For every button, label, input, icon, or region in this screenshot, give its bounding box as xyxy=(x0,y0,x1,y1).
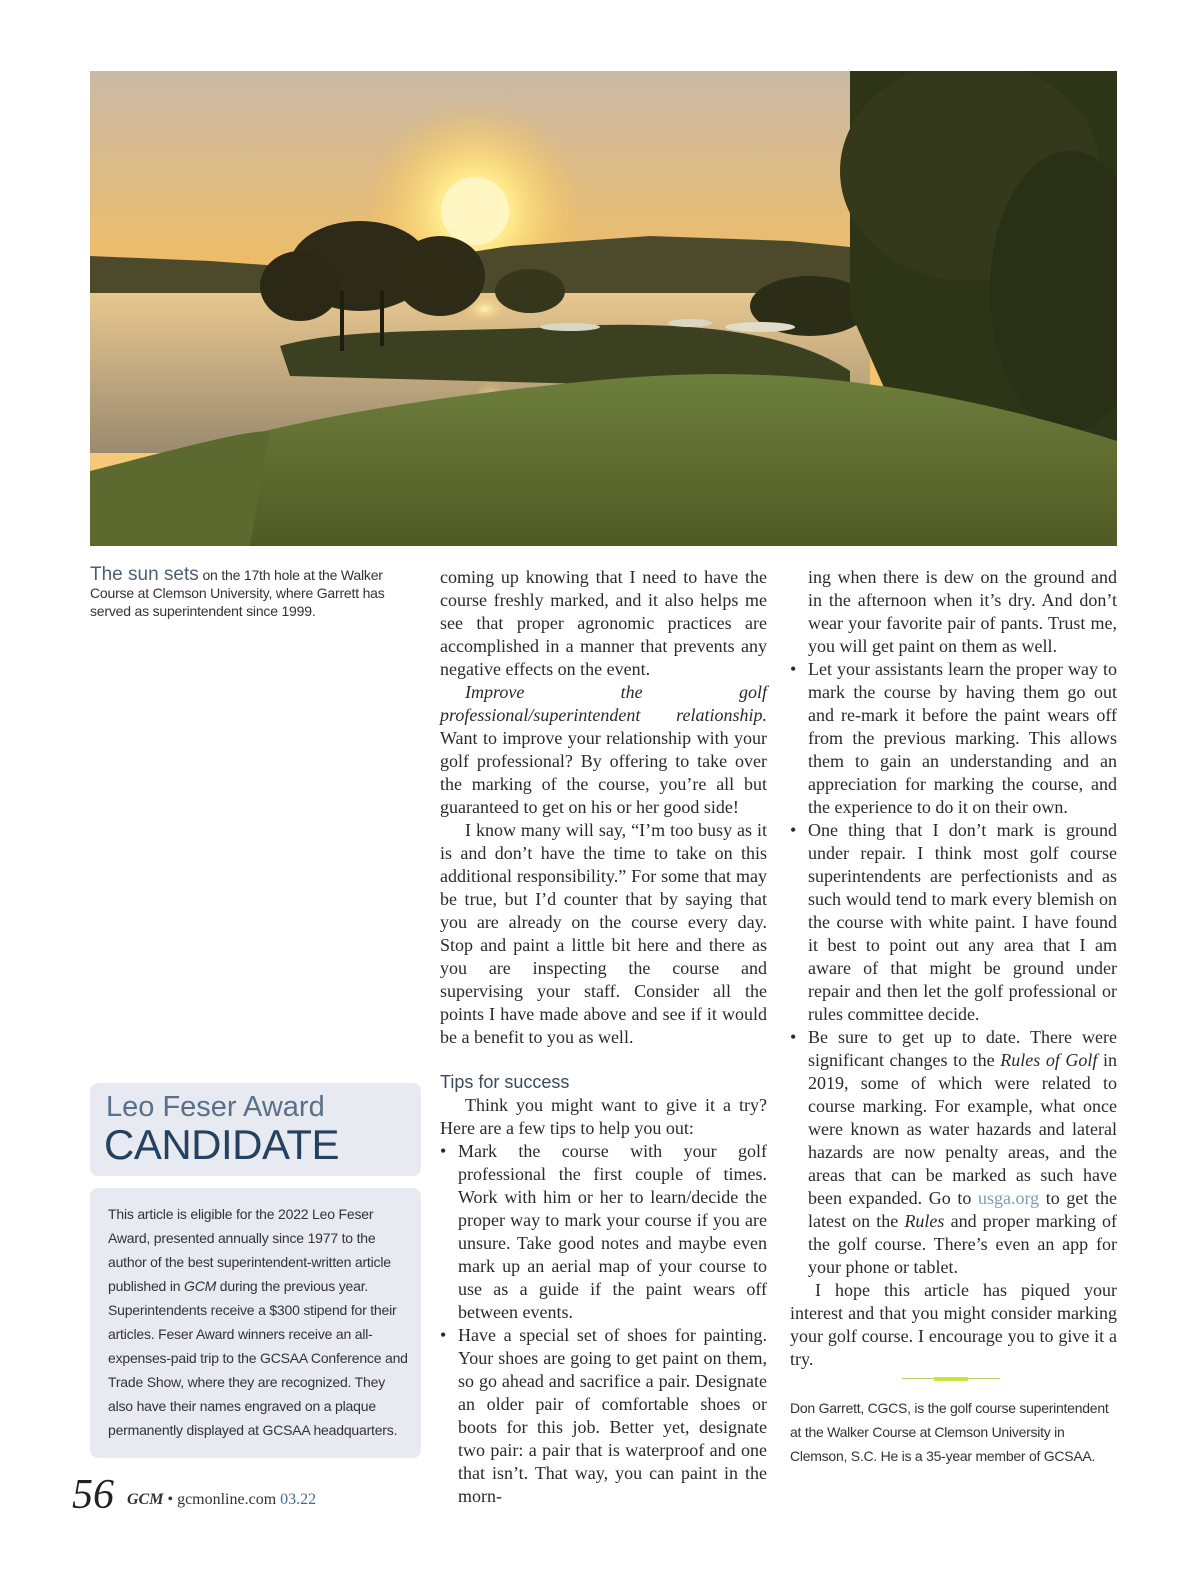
list-item xyxy=(790,1026,1117,1279)
paragraph: coming up knowing that I need to have the course freshly marked, and it also helps me see that proper agronomic practices are accomplished in a manner that prevents any negative effects on the event. xyxy=(440,567,767,679)
list-item-text: Be sure to get up to date. There were significant changes to the xyxy=(808,1027,1117,1070)
page-number: 56 xyxy=(72,1472,114,1518)
article-column-2 xyxy=(440,566,767,1508)
rules-of-golf-title: Rules of Golf xyxy=(1000,1050,1098,1070)
list-item-text: in 2019, some of which were related to course marking. For example, what once were known as water hazards and lateral hazards are now penalty areas, and the areas that can be marked as such have been expanded. Go to xyxy=(808,1050,1117,1208)
hero-photo xyxy=(90,71,1117,546)
divider-accent xyxy=(934,1377,968,1381)
list-item-text: Have a special set of shoes for painting. Your shoes are going to get paint on them, so go ahead and sacrifice a pair. Designate an older pair of comfortable shoes or boots for this job. Better yet, designate two pair: a pair that is waterproof and one that isn’t. That way, you can paint in the morn- xyxy=(458,1325,767,1506)
award-description xyxy=(108,1202,413,1442)
bullet-icon: • xyxy=(790,820,797,840)
tips-list-continued xyxy=(790,566,1117,1279)
author-bio: Don Garrett, CGCS, is the golf course superintendent at the Walker Course at Clemson University in Clemson, S.C. He is a 35-year member of GCSAA. xyxy=(790,1400,1109,1464)
bullet-icon: • xyxy=(440,1325,447,1345)
magazine-name: GCM xyxy=(184,1278,217,1294)
tips-list xyxy=(440,1140,767,1508)
caption-text: on the 17th hole at the Walker Course at Clemson University, where Garrett has served as superintendent since 1999. xyxy=(90,567,385,619)
list-item-text: Mark the course with your golf professional the first couple of times. Work with him or her to learn/decide the proper way to mark your course if you are unsure. Take good notes and maybe even mark up an aerial map of your course to use as a guide if the paint wears off between events. xyxy=(458,1141,767,1322)
award-text: during the previous year. Superintendents receive a $300 stipend for their articles. Feser Award winners receive an all-expenses-paid trip to the GCSAA Conference and Trade Show, where they are recognized. They also have their names engraved on a plaque permanently displayed at GCSAA headquarters. xyxy=(108,1278,408,1438)
list-item xyxy=(790,819,1117,1026)
bullet-icon: • xyxy=(790,1027,797,1047)
paragraph xyxy=(440,681,767,819)
list-item-text: ing when there is dew on the ground and in the afternoon when it’s dry. And don’t wear your favorite pair of pants. Trust me, you will get paint on them as well. xyxy=(808,567,1117,656)
paragraph-text: Want to improve your relationship with your golf professional? By offering to take over the marking of the course, you’re all but guaranteed to get on his or her good side! xyxy=(440,728,767,817)
paragraph: I know many will say, “I’m too busy as it is and don’t have the time to take on this additional responsibility.” For some that may be true, but I’d counter that by saying that you are already on the course every day. Stop and paint a little bit here and there as you are inspecting the course and supervising your staff. Consider all the points I have made above and see if it would be a benefit to you as well. xyxy=(440,820,767,1047)
list-item xyxy=(440,1140,767,1324)
italic-lead: Improve the golf professional/superintendent relationship. xyxy=(440,682,767,725)
bullet-icon: • xyxy=(790,659,797,679)
rules-title: Rules xyxy=(904,1211,945,1231)
website-link[interactable]: gcmonline.com xyxy=(177,1491,277,1508)
list-item-text: Let your assistants learn the proper way to mark the course by having them go out and re-mark it before the paint wears off from the previous marking. This allows them to gain an understanding and an appreciation for marking the course, and the experience to do it on their own. xyxy=(808,659,1117,817)
section-subhead: Tips for success xyxy=(440,1072,570,1092)
paragraph: Think you might want to give it a try? Here are a few tips to help you out: xyxy=(440,1095,767,1138)
closing-paragraph: I hope this article has piqued your interest and that you might consider marking your golf course. I encourage you to give it a try. xyxy=(790,1280,1117,1369)
list-item xyxy=(440,1324,767,1508)
list-item-text: One thing that I don’t mark is ground under repair. I think most golf course superintendents are perfectionists and as such would tend to mark every blemish on the course with white paint. I have found it best to point out any area that I am aware of that might be ground under repair and then let the golf professional or rules committee decide. xyxy=(808,820,1117,1024)
sunset-golf-course-image xyxy=(90,71,1117,546)
bullet-icon: • xyxy=(440,1141,447,1161)
award-title: Leo Feser Award xyxy=(106,1091,325,1123)
page-footer xyxy=(127,1491,316,1509)
award-header-box xyxy=(90,1083,421,1176)
issue-date: 03.22 xyxy=(280,1491,317,1508)
award-description-box xyxy=(90,1188,421,1458)
magazine-logo: GCM xyxy=(127,1491,164,1508)
list-item-text: and proper marking of the golf course. There’s even an app for your phone or tablet. xyxy=(808,1211,1117,1277)
usga-link[interactable]: usga.org xyxy=(977,1188,1040,1208)
list-item-continued xyxy=(790,566,1117,658)
award-text: This article is eligible for the 2022 Leo Feser Award, presented annually since 1977 to the author of the best superintendent-written article published in xyxy=(108,1206,391,1294)
list-item-text: to get the latest on the xyxy=(808,1188,1118,1231)
end-divider xyxy=(902,1377,1000,1381)
photo-caption xyxy=(90,566,410,620)
footer-separator: • xyxy=(163,1491,178,1508)
award-candidate-label: CANDIDATE xyxy=(104,1121,340,1168)
caption-lead: The sun sets xyxy=(90,564,199,585)
list-item xyxy=(790,658,1117,819)
article-column-3 xyxy=(790,566,1117,1371)
